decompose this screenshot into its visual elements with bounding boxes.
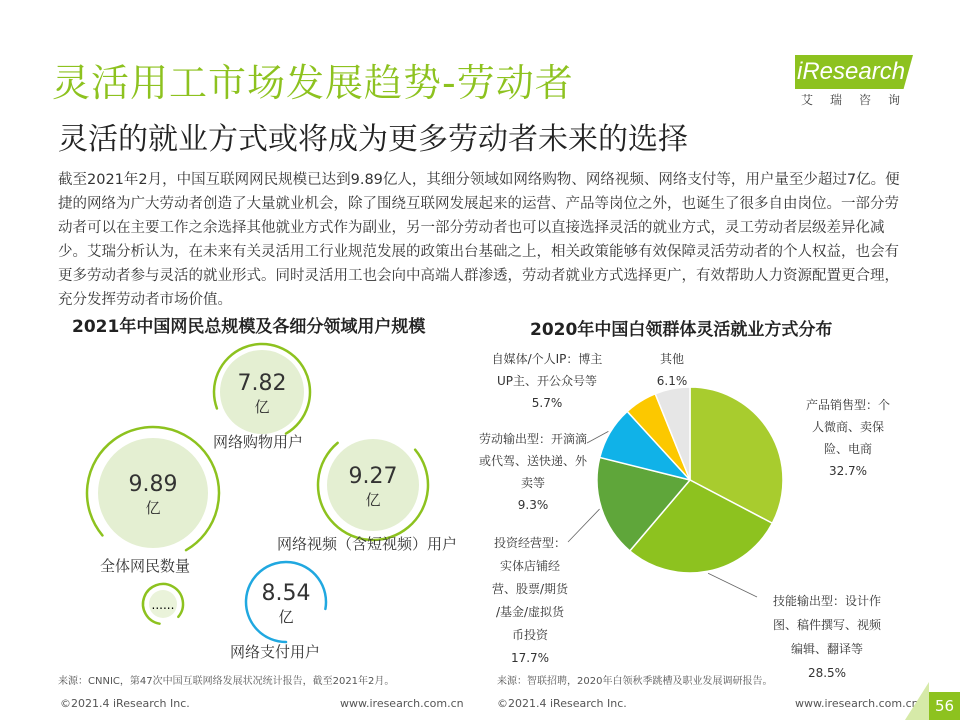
pie-label-line: 自媒体/个人IP：博主 xyxy=(491,352,603,366)
pie-label-line: 卖等 xyxy=(520,476,546,490)
pie-chart-title: 2020年中国白领群体灵活就业方式分布 xyxy=(530,320,833,340)
bubble-label: 全体网民数量 xyxy=(99,557,191,575)
pie-label-line: 6.1% xyxy=(656,374,688,388)
bubble-value: 9.89 xyxy=(128,472,178,497)
footer-url-right[interactable]: www.iresearch.com.cn xyxy=(795,697,919,710)
pie-label-line: 32.7% xyxy=(828,464,868,478)
pie-chart-source: 来源：智联招聘，2020年白领秋季跳槽及职业发展调研报告。 xyxy=(497,676,773,687)
bubble-item xyxy=(87,427,219,575)
iresearch-logo xyxy=(795,55,918,110)
bubble-item xyxy=(230,562,326,661)
bubble-value: 9.27 xyxy=(348,464,398,489)
pie-label-line: 实体店铺经 xyxy=(499,559,561,573)
pie-label-line: 险、电商 xyxy=(823,442,873,456)
pie-label-line: 5.7% xyxy=(531,396,563,410)
logo-chinese-name: 艾瑞咨询 xyxy=(801,93,918,107)
pie-label xyxy=(708,573,882,680)
bubble-item xyxy=(213,344,310,451)
logo-text: iResearch xyxy=(797,58,906,85)
body-paragraph: 截至2021年2月，中国互联网网民规模已达到9.89亿人，其细分领域如网络购物、网络视频、网络支付等，用户量至少超过7亿。便捷的网络为广大劳动者创造了大量就业机会，除了围绕互联网发展起来的运营、产品等岗位之外，也诞生了很多自由岗位。一部分劳动者可以在主要工作之余选择其他就业方式作为副业，另一部分劳动者也可以直接选择灵活的就业方式，灵工劳动者层级差异化减少。艾瑞分析认为，在未来有关灵活用工行业规范发展的政策出台基础之上，相关政策能够有效保障灵活劳动者的个人权益，也会有更多劳动者参与灵活的就业形式。同时灵活用工也会向中高端人群渗透，劳动者就业方式选择更广，有效帮助人力资源配置更合理，充分发挥劳动者市场价值。 xyxy=(58,172,900,308)
pie-label-line: 技能输出型：设计作 xyxy=(772,594,882,608)
bubble-unit: 亿 xyxy=(254,398,270,416)
pie-leader-line xyxy=(708,573,757,597)
page-number: 56 xyxy=(929,692,960,720)
bubble-item xyxy=(277,439,457,553)
pie-label-line: 编辑、翻译等 xyxy=(790,642,864,656)
pie-label xyxy=(492,351,603,410)
pie-label xyxy=(479,431,608,512)
bubble-label: 网络支付用户 xyxy=(229,643,321,661)
footer-copyright-left: ©2021.4 iResearch Inc. xyxy=(60,697,190,710)
bubble-unit: 亿 xyxy=(365,491,381,509)
pie-label-line: 其他 xyxy=(659,352,685,366)
pie-label-line: 产品销售型：个 xyxy=(805,398,891,412)
pie-leader-line xyxy=(568,509,600,542)
page-subtitle: 灵活的就业方式或将成为更多劳动者未来的选择 xyxy=(58,122,688,157)
footer-url-left[interactable]: www.iresearch.com.cn xyxy=(340,697,464,710)
bubble-chart-source: 来源：CNNIC，第47次中国互联网络发展状况统计报告，截至2021年2月。 xyxy=(58,676,395,687)
pie-label-line: 投资经营型： xyxy=(493,536,567,550)
pie-label-line: 营、股票/期货 xyxy=(491,582,569,596)
bubble-item xyxy=(143,584,183,624)
pie-label-line: 28.5% xyxy=(807,666,847,680)
pie-chart xyxy=(478,335,940,680)
pie-label-line: UP主、开公众号等 xyxy=(496,374,598,388)
pie-label-line: 17.7% xyxy=(510,651,550,665)
bubble-label: 网络视频（含短视频）用户 xyxy=(276,535,458,553)
pie-label xyxy=(657,351,688,388)
bubble-unit: 亿 xyxy=(278,608,294,626)
pie-label-line: 劳动输出型：开滴滴 xyxy=(478,432,588,446)
bubble-label: 网络购物用户 xyxy=(212,433,304,451)
pie-label-line: 币投资 xyxy=(511,628,549,642)
pie-label-line: 9.3% xyxy=(517,498,549,512)
pie-label-line: 人微商、卖保 xyxy=(811,420,885,434)
pie-label-line: 图、稿件撰写、视频 xyxy=(772,618,882,632)
footer-copyright-right: ©2021.4 iResearch Inc. xyxy=(497,697,627,710)
corner-decoration xyxy=(905,682,929,720)
pie-label xyxy=(492,509,600,665)
page-title: 灵活用工市场发展趋势-劳动者 xyxy=(52,61,574,105)
pie-label-line: 或代驾、送快递、外 xyxy=(478,454,588,468)
bubble-chart xyxy=(55,335,485,675)
pie-label xyxy=(806,397,890,478)
bubble-value: 8.54 xyxy=(261,581,311,606)
bubble-ellipsis: ...... xyxy=(151,598,175,612)
bubble-unit: 亿 xyxy=(145,499,161,517)
bubble-chart-title: 2021年中国网民总规模及各细分领域用户规模 xyxy=(72,317,426,337)
bubble-value: 7.82 xyxy=(237,371,287,396)
pie-label-line: /基金/虚拟货 xyxy=(495,605,565,619)
